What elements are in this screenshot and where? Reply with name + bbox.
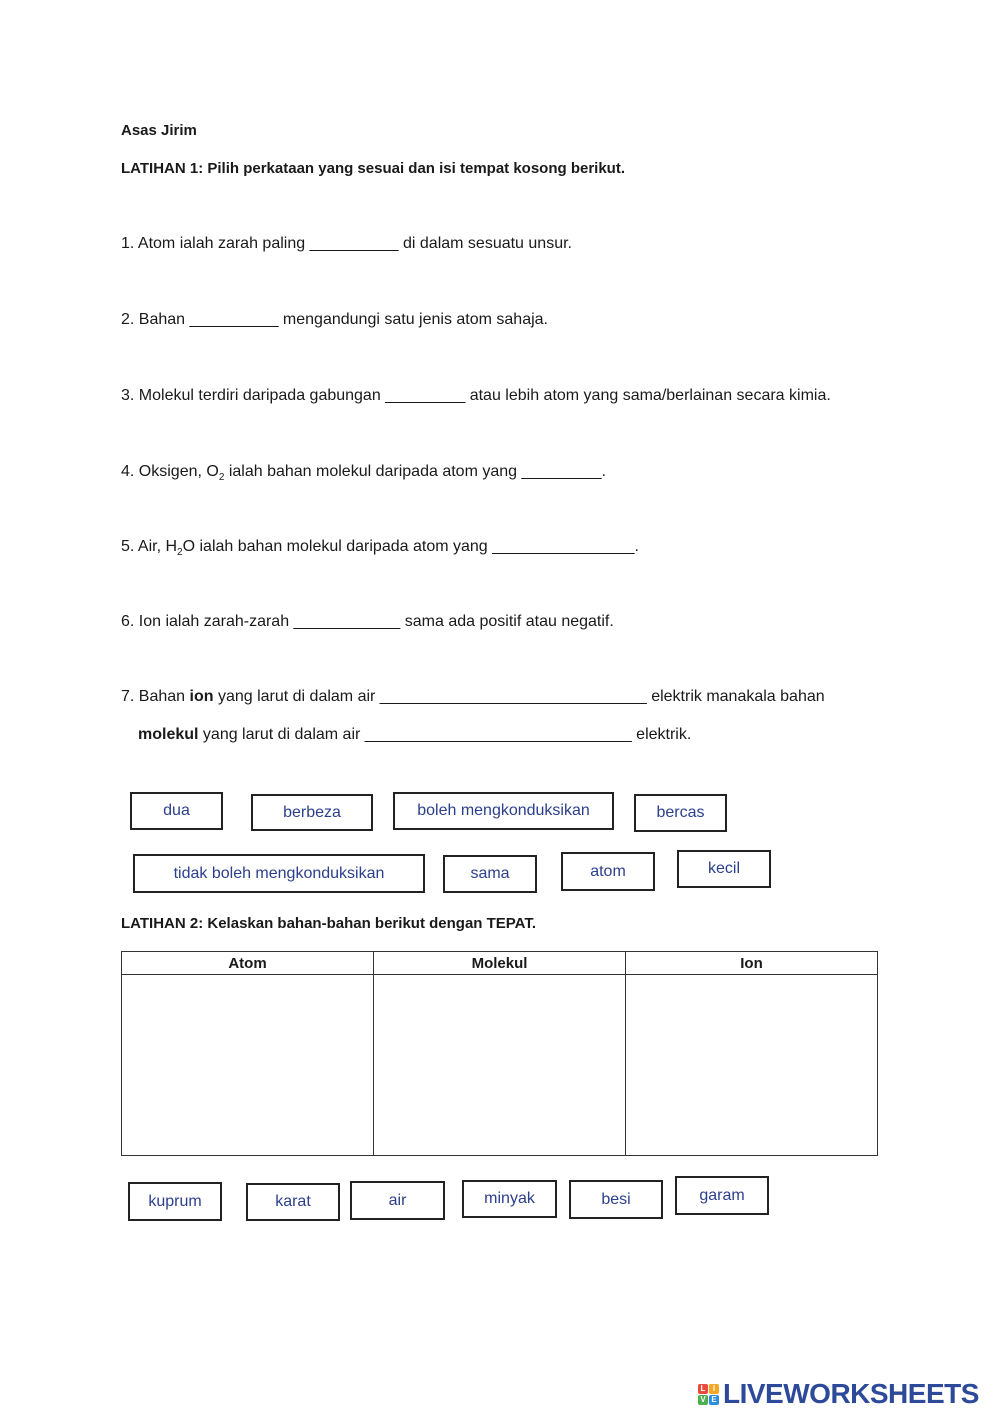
question-3: 3. Molekul terdiri daripada gabungan _________ atau lebih atom yang sama/berlainan secara kimia. — [121, 387, 831, 404]
word-chip-garam[interactable]: garam — [675, 1176, 769, 1215]
drop-zone-ion[interactable] — [626, 975, 878, 1156]
logo-tiles-icon — [698, 1384, 719, 1405]
exercise-2-heading: LATIHAN 2: Kelaskan bahan-bahan berikut dengan TEPAT. — [121, 915, 537, 932]
word-chip-boleh-mengkonduksikan[interactable]: boleh mengkonduksikan — [393, 792, 614, 830]
question-7-part-a: 7. Bahan — [121, 688, 190, 705]
liveworksheets-logo — [698, 1378, 979, 1410]
question-7-part-c: yang larut di dalam air ______________________________ elektrik manakala bahan — [213, 688, 825, 705]
column-header-molekul: Molekul — [374, 952, 626, 975]
question-7-molekul: molekul — [138, 726, 199, 743]
logo-tile-i: I — [709, 1384, 719, 1394]
column-header-ion: Ion — [626, 952, 878, 975]
question-7-line-2 — [138, 726, 691, 744]
page-title: Asas Jirim — [121, 122, 197, 139]
word-chip-atom[interactable]: atom — [561, 852, 655, 891]
logo-text: LIVEWORKSHEETS — [723, 1378, 979, 1409]
column-header-atom: Atom — [122, 952, 374, 975]
logo-tile-e: E — [709, 1395, 719, 1405]
word-chip-kuprum[interactable]: kuprum — [128, 1182, 222, 1221]
question-5-subscript: 2 — [177, 547, 183, 559]
word-chip-tidak-boleh-mengkonduksikan[interactable]: tidak boleh mengkonduksikan — [133, 854, 425, 893]
exercise-1-heading: LATIHAN 1: Pilih perkataan yang sesuai dan isi tempat kosong berikut. — [121, 160, 626, 177]
logo-tile-l: L — [698, 1384, 708, 1394]
word-chip-kecil[interactable]: kecil — [677, 850, 771, 888]
word-chip-berbeza[interactable]: berbeza — [251, 794, 373, 831]
question-6: 6. Ion ialah zarah-zarah ____________ sama ada positif atau negatif. — [121, 613, 614, 630]
question-4 — [121, 463, 606, 483]
word-chip-besi[interactable]: besi — [569, 1180, 663, 1219]
word-chip-air[interactable]: air — [350, 1181, 445, 1220]
question-4-end: ialah bahan molekul daripada atom yang _________. — [224, 463, 607, 480]
question-7-ion: ion — [189, 688, 214, 705]
question-7-line-1 — [121, 688, 825, 706]
question-2: 2. Bahan __________ mengandungi satu jenis atom sahaja. — [121, 311, 548, 328]
question-5-end: O ialah bahan molekul daripada atom yang ________________. — [182, 538, 639, 555]
question-7-part-e: yang larut di dalam air ______________________________ elektrik. — [198, 726, 692, 743]
word-chip-minyak[interactable]: minyak — [462, 1180, 557, 1218]
word-chip-bercas[interactable]: bercas — [634, 794, 727, 832]
drop-zone-atom[interactable] — [122, 975, 374, 1156]
word-chip-dua[interactable]: dua — [130, 792, 223, 830]
question-5-start: 5. Air, H — [121, 538, 178, 555]
question-5 — [121, 538, 639, 558]
word-chip-sama[interactable]: sama — [443, 855, 537, 893]
word-chip-karat[interactable]: karat — [246, 1183, 340, 1221]
question-4-subscript: 2 — [218, 472, 225, 484]
question-1: 1. Atom ialah zarah paling __________ di dalam sesuatu unsur. — [121, 235, 572, 252]
drop-zone-molekul[interactable] — [374, 975, 626, 1156]
question-4-start: 4. Oksigen, O — [121, 463, 219, 480]
logo-tile-v: V — [698, 1395, 708, 1405]
classification-table — [121, 951, 878, 1156]
